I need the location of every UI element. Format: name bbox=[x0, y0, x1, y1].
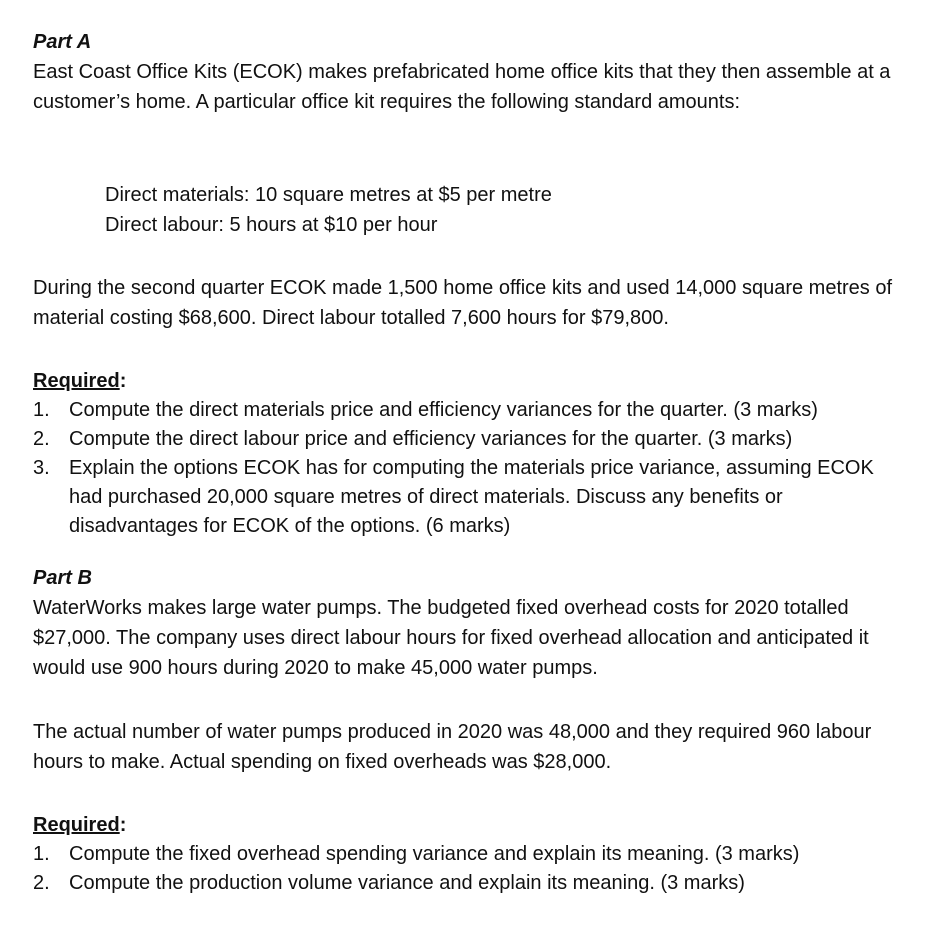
part-a-required-colon: : bbox=[119, 370, 127, 392]
list-text: Compute the direct labour price and efficiency variances for the quarter. (3 marks) bbox=[69, 428, 793, 450]
part-a-required-list bbox=[33, 396, 910, 541]
part-b-required-list bbox=[33, 840, 910, 898]
list-text: Explain the options ECOK has for computing the materials price variance, assuming ECOK had purchased 20,000 square metres of direct materials. Discuss any benefits or disadvantages for ECOK of the options. (6 marks) bbox=[69, 457, 874, 537]
part-b-required-colon: : bbox=[119, 814, 127, 836]
part-a-title: Part A bbox=[33, 31, 92, 53]
list-text: Compute the fixed overhead spending variance and explain its meaning. (3 marks) bbox=[69, 843, 800, 865]
standard-materials: Direct materials: 10 square metres at $5 per metre bbox=[105, 184, 552, 206]
list-number: 1. bbox=[33, 399, 50, 421]
part-a-intro: East Coast Office Kits (ECOK) makes prefabricated home office kits that they then assemble at a customer’s home. A particular office kit requires the following standard amounts: bbox=[33, 61, 891, 113]
part-b-actuals: The actual number of water pumps produced in 2020 was 48,000 and they required 960 labour hours to make. Actual spending on fixed overheads was $28,000. bbox=[33, 721, 872, 773]
list-item bbox=[33, 869, 910, 898]
list-text: Compute the production volume variance and explain its meaning. (3 marks) bbox=[69, 872, 745, 894]
list-item bbox=[33, 840, 910, 869]
list-number: 2. bbox=[33, 428, 50, 450]
part-a-required-label: Required bbox=[33, 370, 120, 392]
list-item bbox=[33, 454, 910, 541]
part-b-title: Part B bbox=[33, 567, 92, 589]
list-number: 2. bbox=[33, 872, 50, 894]
part-b-required-label: Required bbox=[33, 814, 120, 836]
part-b-required-heading bbox=[33, 810, 910, 840]
part-b-intro: WaterWorks makes large water pumps. The budgeted fixed overhead costs for 2020 totalled $27,000. The company uses direct labour hours for fixed overhead allocation and anticipated it would use 900 hours during 2020 to make 45,000 water pumps. bbox=[33, 597, 869, 679]
standard-labour: Direct labour: 5 hours at $10 per hour bbox=[105, 214, 438, 236]
list-item bbox=[33, 396, 910, 425]
part-a-actuals: During the second quarter ECOK made 1,500 home office kits and used 14,000 square metres of material costing $68,600. Direct labour totalled 7,600 hours for $79,800. bbox=[33, 277, 893, 329]
list-text: Compute the direct materials price and efficiency variances for the quarter. (3 marks) bbox=[69, 399, 818, 421]
list-number: 1. bbox=[33, 843, 50, 865]
part-a-required-heading bbox=[33, 366, 910, 396]
list-item bbox=[33, 425, 910, 454]
list-number: 3. bbox=[33, 457, 50, 479]
